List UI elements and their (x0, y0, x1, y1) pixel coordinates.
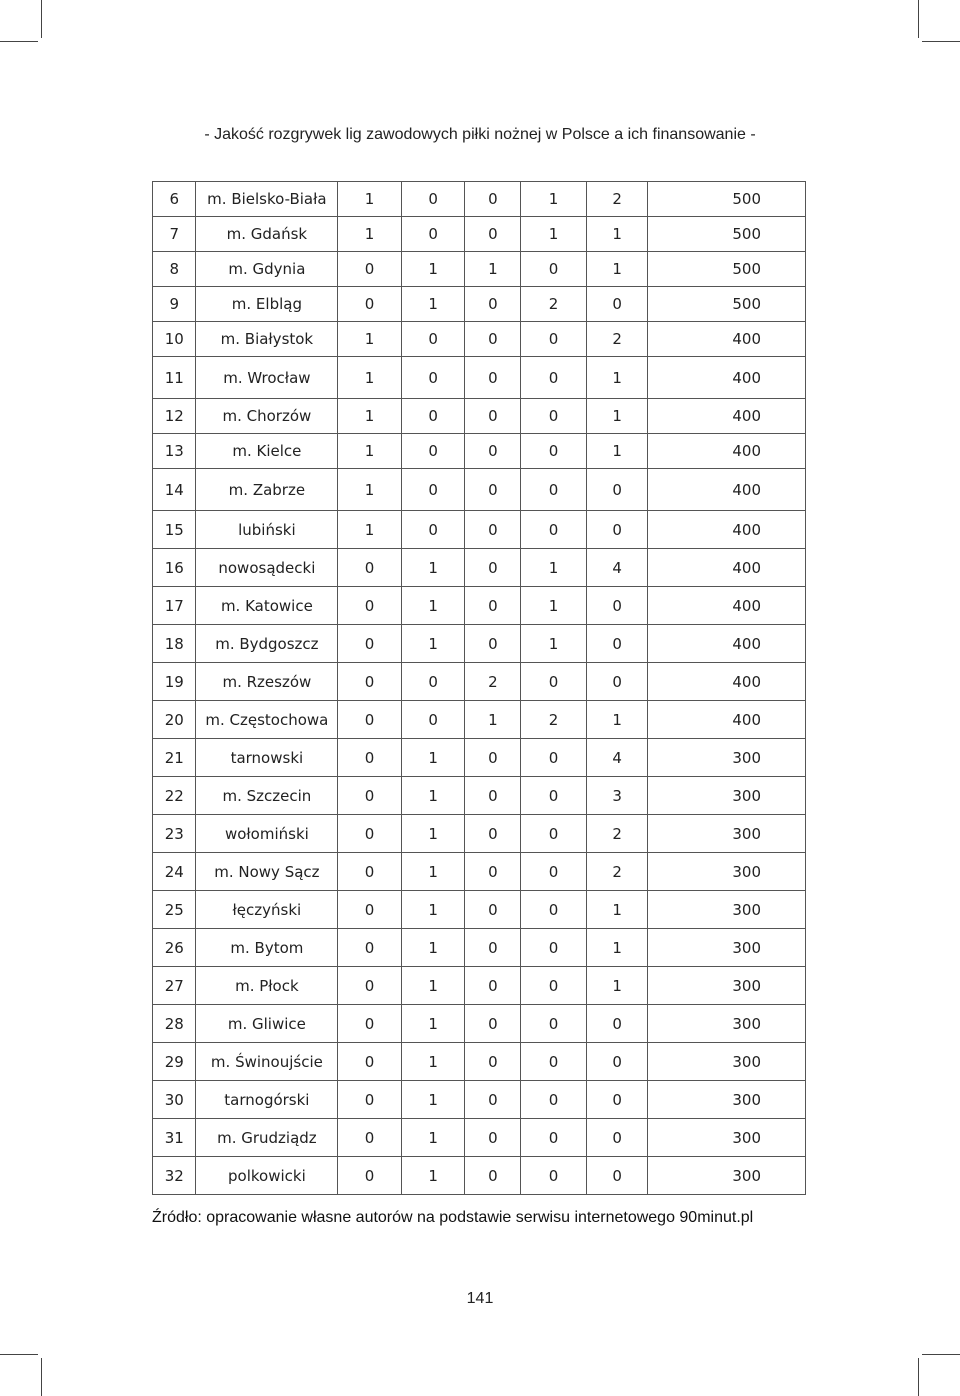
cell-rank: 22 (153, 777, 196, 815)
cell-value: 0 (465, 469, 521, 511)
cell-points: 300 (648, 777, 806, 815)
cell-value: 1 (465, 252, 521, 287)
crop-mark (0, 1354, 38, 1355)
cell-value: 0 (521, 1005, 586, 1043)
cell-rank: 7 (153, 217, 196, 252)
cell-value: 2 (465, 663, 521, 701)
cell-name: polkowicki (196, 1157, 338, 1195)
cell-value: 0 (521, 434, 586, 469)
table-row (153, 1081, 806, 1119)
cell-value: 1 (401, 739, 465, 777)
cell-value: 1 (521, 587, 586, 625)
cell-points: 400 (648, 434, 806, 469)
cell-value: 0 (401, 701, 465, 739)
cell-value: 0 (465, 217, 521, 252)
cell-value: 0 (338, 815, 402, 853)
table-row (153, 625, 806, 663)
cell-value: 0 (521, 815, 586, 853)
cell-value: 4 (586, 739, 648, 777)
cell-value: 0 (338, 967, 402, 1005)
cell-value: 0 (521, 1119, 586, 1157)
cell-rank: 15 (153, 511, 196, 549)
cell-rank: 14 (153, 469, 196, 511)
cell-value: 0 (338, 1005, 402, 1043)
cell-value: 0 (338, 1043, 402, 1081)
cell-value: 1 (338, 322, 402, 357)
cell-value: 1 (338, 399, 402, 434)
crop-mark (41, 1358, 42, 1396)
cell-name: lubiński (196, 511, 338, 549)
cell-value: 1 (586, 252, 648, 287)
cell-value: 0 (586, 287, 648, 322)
cell-value: 2 (586, 322, 648, 357)
cell-value: 0 (465, 891, 521, 929)
cell-name: m. Bytom (196, 929, 338, 967)
cell-name: m. Wrocław (196, 357, 338, 399)
cell-value: 1 (401, 625, 465, 663)
cell-points: 500 (648, 182, 806, 217)
cell-value: 0 (465, 853, 521, 891)
table-row (153, 434, 806, 469)
cell-value: 0 (465, 399, 521, 434)
cell-value: 1 (338, 357, 402, 399)
cell-value: 0 (465, 625, 521, 663)
cell-rank: 6 (153, 182, 196, 217)
crop-mark (0, 41, 38, 42)
cell-name: m. Chorzów (196, 399, 338, 434)
cell-rank: 13 (153, 434, 196, 469)
cell-value: 0 (586, 1081, 648, 1119)
table-row (153, 549, 806, 587)
table-row (153, 853, 806, 891)
cell-value: 0 (465, 967, 521, 1005)
cell-name: m. Świnoujście (196, 1043, 338, 1081)
cell-name: m. Gdynia (196, 252, 338, 287)
cell-value: 0 (401, 322, 465, 357)
cell-value: 0 (586, 469, 648, 511)
cell-value: 0 (521, 853, 586, 891)
cell-points: 300 (648, 1157, 806, 1195)
cell-value: 0 (338, 287, 402, 322)
cell-value: 0 (338, 701, 402, 739)
cell-rank: 10 (153, 322, 196, 357)
cell-value: 0 (521, 663, 586, 701)
cell-value: 0 (465, 511, 521, 549)
cell-value: 0 (465, 287, 521, 322)
cell-value: 0 (338, 891, 402, 929)
cell-value: 1 (586, 967, 648, 1005)
cell-value: 1 (586, 929, 648, 967)
crop-mark (922, 41, 960, 42)
cell-rank: 27 (153, 967, 196, 1005)
cell-value: 1 (401, 853, 465, 891)
cell-value: 0 (521, 399, 586, 434)
cell-value: 0 (338, 587, 402, 625)
cell-value: 0 (465, 1081, 521, 1119)
cell-value: 1 (338, 217, 402, 252)
cell-points: 400 (648, 549, 806, 587)
cell-name: m. Bielsko-Biała (196, 182, 338, 217)
cell-value: 0 (586, 1043, 648, 1081)
cell-value: 3 (586, 777, 648, 815)
table-row (153, 777, 806, 815)
table-row (153, 287, 806, 322)
cell-value: 0 (465, 815, 521, 853)
table-row (153, 511, 806, 549)
cell-rank: 28 (153, 1005, 196, 1043)
cell-value: 0 (465, 1157, 521, 1195)
cell-value: 0 (586, 1005, 648, 1043)
cell-rank: 11 (153, 357, 196, 399)
cell-value: 1 (401, 777, 465, 815)
cell-value: 1 (401, 1005, 465, 1043)
cell-value: 1 (586, 701, 648, 739)
table-row (153, 469, 806, 511)
cell-name: m. Rzeszów (196, 663, 338, 701)
cell-points: 400 (648, 399, 806, 434)
cell-value: 0 (465, 549, 521, 587)
table-row (153, 815, 806, 853)
cell-value: 0 (401, 469, 465, 511)
cell-value: 1 (586, 399, 648, 434)
cell-value: 1 (401, 967, 465, 1005)
cell-value: 0 (338, 739, 402, 777)
table-row (153, 252, 806, 287)
cell-points: 400 (648, 511, 806, 549)
cell-value: 0 (401, 511, 465, 549)
table-row (153, 587, 806, 625)
cell-points: 300 (648, 1081, 806, 1119)
cell-value: 0 (521, 777, 586, 815)
cell-rank: 21 (153, 739, 196, 777)
cell-value: 1 (521, 217, 586, 252)
cell-value: 0 (401, 217, 465, 252)
cell-name: m. Kielce (196, 434, 338, 469)
page-number: 141 (466, 1290, 494, 1307)
cell-rank: 16 (153, 549, 196, 587)
table-row (153, 739, 806, 777)
cell-value: 0 (521, 929, 586, 967)
cell-points: 300 (648, 815, 806, 853)
cell-value: 1 (401, 587, 465, 625)
cell-rank: 32 (153, 1157, 196, 1195)
cell-value: 2 (586, 815, 648, 853)
cell-rank: 29 (153, 1043, 196, 1081)
cell-points: 400 (648, 625, 806, 663)
cell-name: tarnowski (196, 739, 338, 777)
cell-value: 0 (465, 322, 521, 357)
cell-name: m. Bydgoszcz (196, 625, 338, 663)
cell-points: 300 (648, 929, 806, 967)
cell-value: 1 (401, 929, 465, 967)
cell-rank: 31 (153, 1119, 196, 1157)
cell-rank: 23 (153, 815, 196, 853)
cell-name: łęczyński (196, 891, 338, 929)
cell-name: m. Gdańsk (196, 217, 338, 252)
cell-value: 2 (586, 182, 648, 217)
cell-value: 0 (465, 182, 521, 217)
cell-value: 0 (338, 1157, 402, 1195)
cell-value: 1 (465, 701, 521, 739)
cell-points: 300 (648, 891, 806, 929)
cell-value: 1 (401, 891, 465, 929)
cell-value: 1 (338, 469, 402, 511)
cell-value: 1 (521, 625, 586, 663)
crop-mark (922, 1354, 960, 1355)
cell-value: 0 (401, 182, 465, 217)
cell-value: 2 (521, 287, 586, 322)
cell-value: 1 (401, 815, 465, 853)
cell-value: 1 (401, 287, 465, 322)
table-row (153, 663, 806, 701)
cell-value: 1 (401, 1081, 465, 1119)
cell-value: 0 (521, 1043, 586, 1081)
cell-value: 0 (586, 1157, 648, 1195)
cell-value: 0 (401, 399, 465, 434)
cell-points: 400 (648, 469, 806, 511)
cell-value: 0 (401, 663, 465, 701)
cell-value: 1 (338, 511, 402, 549)
cell-value: 0 (586, 587, 648, 625)
ranking-table-body (153, 182, 806, 1195)
table-row (153, 217, 806, 252)
cell-value: 0 (465, 1119, 521, 1157)
cell-value: 1 (586, 357, 648, 399)
cell-name: m. Grudziądz (196, 1119, 338, 1157)
cell-points: 300 (648, 1119, 806, 1157)
cell-value: 0 (465, 1043, 521, 1081)
cell-value: 0 (338, 252, 402, 287)
cell-value: 0 (338, 549, 402, 587)
cell-name: wołomiński (196, 815, 338, 853)
cell-value: 0 (521, 1157, 586, 1195)
cell-value: 4 (586, 549, 648, 587)
cell-value: 0 (465, 777, 521, 815)
cell-points: 400 (648, 701, 806, 739)
cell-value: 0 (338, 777, 402, 815)
cell-rank: 24 (153, 853, 196, 891)
cell-rank: 17 (153, 587, 196, 625)
cell-value: 0 (465, 739, 521, 777)
cell-points: 500 (648, 287, 806, 322)
cell-points: 400 (648, 357, 806, 399)
cell-rank: 12 (153, 399, 196, 434)
cell-value: 0 (338, 625, 402, 663)
cell-value: 1 (521, 182, 586, 217)
table-row (153, 929, 806, 967)
cell-value: 1 (586, 217, 648, 252)
cell-value: 1 (401, 1157, 465, 1195)
cell-value: 0 (586, 511, 648, 549)
cell-points: 300 (648, 853, 806, 891)
cell-value: 0 (521, 469, 586, 511)
cell-value: 0 (465, 434, 521, 469)
cell-rank: 9 (153, 287, 196, 322)
cell-value: 1 (401, 549, 465, 587)
cell-rank: 25 (153, 891, 196, 929)
cell-name: m. Elbląg (196, 287, 338, 322)
cell-value: 0 (465, 1005, 521, 1043)
cell-value: 0 (338, 853, 402, 891)
cell-rank: 20 (153, 701, 196, 739)
cell-points: 500 (648, 217, 806, 252)
cell-rank: 8 (153, 252, 196, 287)
cell-value: 1 (338, 182, 402, 217)
table-row (153, 1043, 806, 1081)
cell-value: 2 (521, 701, 586, 739)
table-row (153, 1157, 806, 1195)
cell-value: 1 (521, 549, 586, 587)
cell-points: 300 (648, 739, 806, 777)
cell-value: 0 (338, 929, 402, 967)
cell-name: m. Białystok (196, 322, 338, 357)
cell-value: 1 (586, 434, 648, 469)
table-row (153, 322, 806, 357)
table-row (153, 967, 806, 1005)
cell-points: 400 (648, 322, 806, 357)
crop-mark (918, 0, 919, 38)
cell-value: 1 (401, 1043, 465, 1081)
cell-value: 0 (521, 511, 586, 549)
cell-value: 0 (586, 663, 648, 701)
cell-value: 0 (521, 322, 586, 357)
cell-value: 0 (521, 357, 586, 399)
cell-name: m. Płock (196, 967, 338, 1005)
cell-name: tarnogórski (196, 1081, 338, 1119)
table-row (153, 182, 806, 217)
source-note: Źródło: opracowanie własne autorów na podstawie serwisu internetowego 90minut.pl (152, 1209, 754, 1226)
cell-value: 1 (401, 252, 465, 287)
crop-mark (918, 1358, 919, 1396)
cell-name: nowosądecki (196, 549, 338, 587)
cell-name: m. Katowice (196, 587, 338, 625)
cell-rank: 18 (153, 625, 196, 663)
crop-mark (41, 0, 42, 38)
cell-points: 400 (648, 587, 806, 625)
cell-points: 300 (648, 1043, 806, 1081)
cell-rank: 19 (153, 663, 196, 701)
cell-name: m. Gliwice (196, 1005, 338, 1043)
cell-name: m. Nowy Sącz (196, 853, 338, 891)
cell-rank: 26 (153, 929, 196, 967)
cell-name: m. Częstochowa (196, 701, 338, 739)
cell-value: 0 (401, 434, 465, 469)
running-header: - Jakość rozgrywek lig zawodowych piłki nożnej w Polsce a ich finansowanie - (204, 126, 756, 143)
cell-points: 400 (648, 663, 806, 701)
cell-value: 0 (401, 357, 465, 399)
cell-name: m. Szczecin (196, 777, 338, 815)
table-row (153, 1005, 806, 1043)
cell-value: 1 (338, 434, 402, 469)
cell-value: 0 (586, 625, 648, 663)
cell-value: 0 (465, 929, 521, 967)
cell-value: 0 (521, 1081, 586, 1119)
table-row (153, 1119, 806, 1157)
table-row (153, 357, 806, 399)
cell-value: 0 (521, 891, 586, 929)
cell-value: 0 (521, 252, 586, 287)
cell-rank: 30 (153, 1081, 196, 1119)
cell-value: 0 (465, 587, 521, 625)
table-row (153, 399, 806, 434)
table-row (153, 701, 806, 739)
cell-points: 500 (648, 252, 806, 287)
cell-value: 1 (586, 891, 648, 929)
table-row (153, 891, 806, 929)
cell-value: 0 (521, 739, 586, 777)
cell-value: 0 (586, 1119, 648, 1157)
cell-points: 300 (648, 967, 806, 1005)
cell-value: 1 (401, 1119, 465, 1157)
cell-value: 0 (465, 357, 521, 399)
cell-value: 0 (521, 967, 586, 1005)
cell-points: 300 (648, 1005, 806, 1043)
cell-value: 0 (338, 663, 402, 701)
ranking-table (152, 181, 806, 1195)
cell-value: 0 (338, 1119, 402, 1157)
cell-name: m. Zabrze (196, 469, 338, 511)
cell-value: 0 (338, 1081, 402, 1119)
cell-value: 2 (586, 853, 648, 891)
